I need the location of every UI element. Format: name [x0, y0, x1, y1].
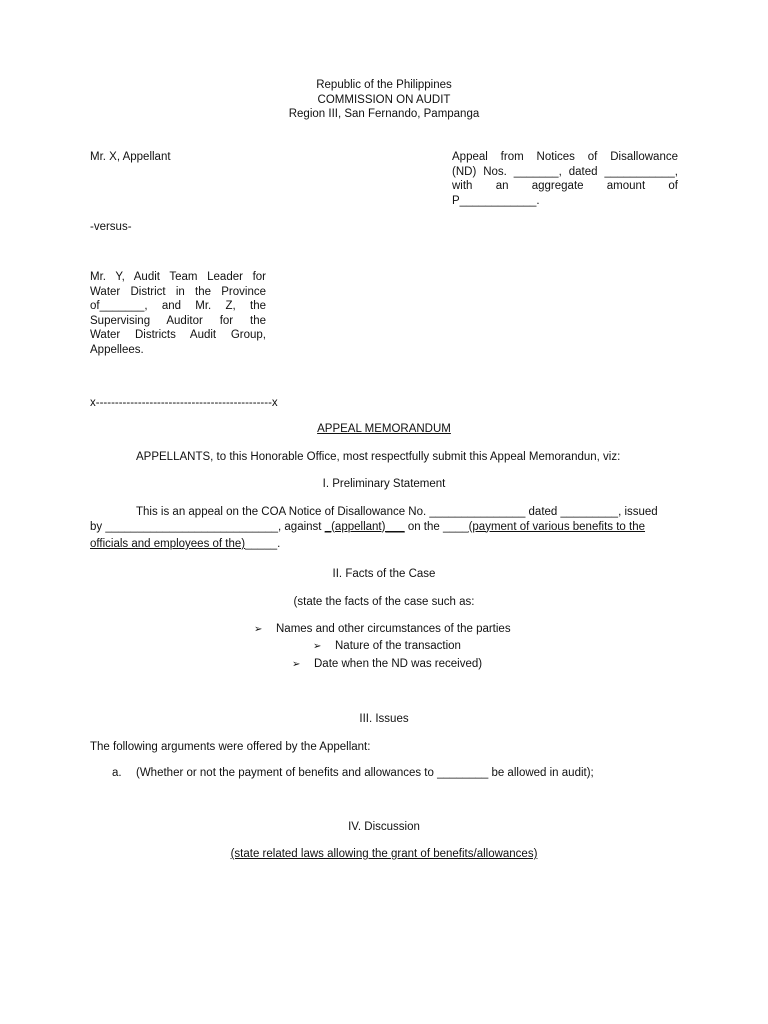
section-2-heading: II. Facts of the Case: [332, 568, 436, 580]
header-block: [90, 78, 678, 122]
text-run: on the ____: [404, 520, 469, 533]
fact-bullet: [313, 639, 461, 655]
section-1-heading: I. Preliminary Statement: [322, 478, 446, 490]
section-4-heading: IV. Discussion: [348, 821, 420, 833]
header-republic: Republic of the Philippines: [316, 79, 452, 91]
text-run: by ___________________________, against: [90, 520, 325, 533]
appellee-line: Appellees.: [90, 343, 144, 356]
versus-label: -versus-: [90, 221, 132, 233]
section-3-heading: III. Issues: [359, 713, 409, 725]
issue-item: [112, 766, 594, 781]
payment-placeholder: (payment of various benefits to the: [468, 520, 646, 533]
section-3-lead: The following arguments were offered by the Appellant:: [90, 741, 371, 753]
paragraph-line-1: This is an appeal on the COA Notice of Disallowance No. _______________ dated _________, issued: [136, 506, 658, 518]
issue-marker: a.: [112, 767, 122, 779]
issue-text: (Whether or not the payment of benefits and allowances to ________ be allowed in audit);: [136, 767, 594, 779]
appellee-line: Supervising Auditor for the: [90, 314, 266, 327]
appeal-from-block: [452, 150, 678, 208]
section-2-subheading: (state the facts of the case such as:: [293, 596, 475, 608]
appellee-line: Water Districts Audit Group,: [90, 329, 266, 341]
paragraph-line-3: [90, 537, 678, 552]
bullet-text: Nature of the transaction: [335, 640, 461, 652]
header-region: Region III, San Fernando, Pampanga: [288, 108, 480, 120]
appeal-line: Appeal from Notices of Disallowance: [452, 151, 678, 163]
appellee-line: Mr. Y, Audit Team Leader for: [90, 271, 266, 283]
document-title: [90, 422, 678, 437]
arrow-bullet-icon: ➢: [313, 641, 322, 652]
title-text: APPEAL MEMORANDUM: [317, 423, 451, 435]
section-4-note-wrap: [90, 847, 678, 862]
officials-placeholder: officials and employees of the): [90, 538, 246, 550]
header-commission: COMMISSION ON AUDIT: [317, 93, 451, 106]
appellant-name: Mr. X, Appellant: [90, 151, 171, 163]
appeal-line: with an aggregate amount of: [452, 180, 678, 192]
caption-separator: x----------------------------------------------x: [90, 397, 278, 409]
appellee-line: of_______, and Mr. Z, the: [90, 300, 266, 312]
appellees-block: [90, 270, 266, 357]
paragraph-line-2: [90, 520, 678, 535]
appellant-placeholder: _(appellant)___: [324, 520, 405, 533]
appeal-line: (ND) Nos. _______, dated ___________,: [452, 165, 678, 178]
fact-bullet: [292, 657, 482, 673]
section-4-note: (state related laws allowing the grant of benefits/allowances): [230, 848, 538, 860]
bullet-text: Names and other circumstances of the parties: [276, 623, 511, 635]
section-1-paragraph: [90, 505, 678, 552]
appeal-line: P____________.: [452, 194, 540, 207]
fact-bullet: [254, 622, 511, 638]
intro-paragraph: APPELLANTS, to this Honorable Office, most respectfully submit this Appeal Memorandun, viz:: [136, 451, 621, 463]
arrow-bullet-icon: ➢: [254, 624, 263, 635]
text-run: _____.: [245, 538, 281, 550]
bullet-text: Date when the ND was received): [314, 658, 483, 670]
appellee-line: Water District in the Province: [90, 285, 266, 298]
arrow-bullet-icon: ➢: [292, 659, 301, 670]
